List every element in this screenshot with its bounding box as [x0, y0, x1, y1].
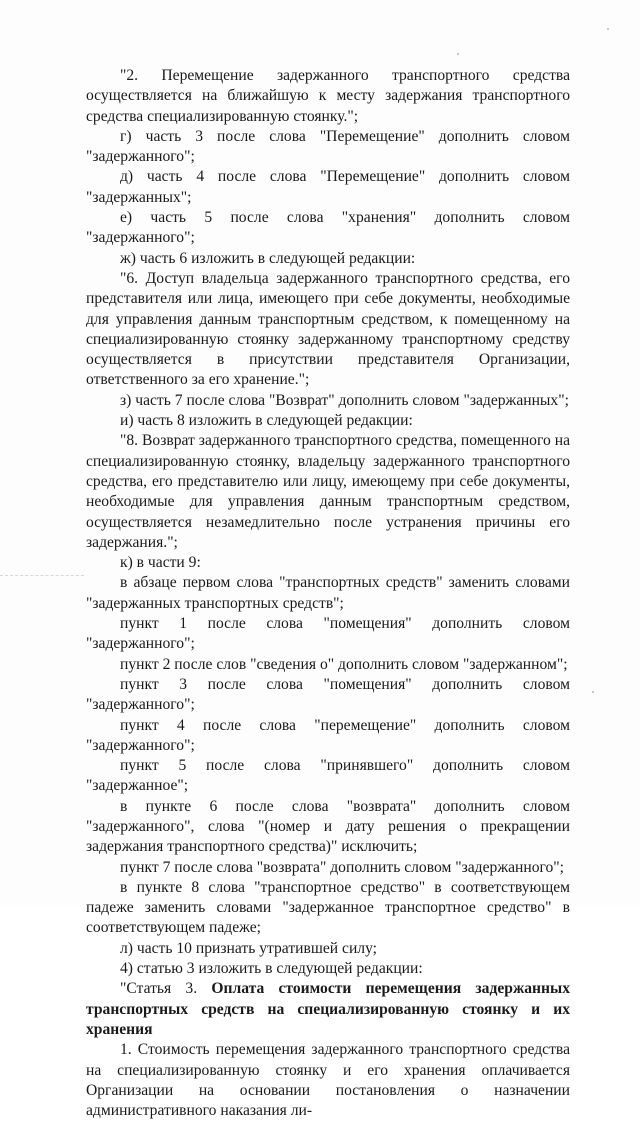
- paragraph-2: г) часть 3 после слова "Перемещение" дополнить словом "задержанного";: [86, 127, 570, 166]
- paragraph-4: е) часть 5 после слова "хранения" дополнить словом "задержанного";: [86, 209, 570, 247]
- paragraph-17: в пункте 6 после слова "возврата" дополнить словом "задержанного", слова "(номер и дату решения о прекращении задержания транспортного средства)" исключить;: [86, 797, 570, 856]
- paragraph-6: "6. Доступ владельца задержанного транспортного средства, его представителя или лица, имеющего при себе документы, необходимые для управления данным транспортным средством, к помещенному на специализированную стоянку задержанному транспортному средству осуществляется в присутствии представителя Организации, ответственного за его хранение.";: [86, 269, 570, 389]
- scan-speck: [457, 53, 459, 55]
- scan-speck: [607, 28, 609, 30]
- scan-margin-mark: [0, 575, 84, 577]
- paragraph-9: "8. Возврат задержанного транспортного средства, помещенного на специализированную стоянку, владельцу задержанного транспортного средства, его представителю или лицу, имеющему при себе документы, необходимые для управления данным транспортным средством, осуществляется незамедлительно после устранения причины его задержания.";: [86, 432, 570, 551]
- paragraph-15: пункт 4 после слова "перемещение" дополнить словом "задержанного";: [86, 716, 570, 754]
- paragraph-14: пункт 3 после слова "помещения" дополнить словом "задержанного";: [86, 675, 570, 714]
- paragraph-5: ж) часть 6 изложить в следующей редакции:: [120, 249, 416, 267]
- paragraph-1: "2. Перемещение задержанного транспортного средства осуществляется на ближайшую к месту задержания транспортного средства специализированную стоянку.";: [86, 67, 570, 125]
- paragraph-18: пункт 7 после слова "возврата" дополнить словом "задержанного";: [120, 858, 565, 876]
- paragraph-13: пункт 2 после слов "сведения о" дополнить словом "задержанном";: [120, 655, 568, 673]
- paragraph-21: 4) статью 3 изложить в следующей редакции:: [120, 960, 423, 978]
- document-body: [86, 66, 570, 1121]
- paragraph-3: д) часть 4 после слова "Перемещение" дополнить словом "задержанных";: [86, 168, 570, 206]
- paragraph-final: 1. Стоимость перемещения задержанного транспортного средства на специализированную стоянку и его хранения оплачивается Организации на основании постановления о назначении административного наказания ли-: [86, 1041, 570, 1120]
- article-prefix: "Статья 3.: [120, 980, 212, 998]
- paragraph-7: з) часть 7 после слова "Возврат" дополнить словом "задержанных";: [120, 391, 569, 409]
- paragraph-20: л) часть 10 признать утратившей силу;: [120, 939, 377, 957]
- paragraph-10: к) в части 9:: [120, 554, 201, 572]
- scan-speck: [592, 691, 594, 693]
- paragraph-16: пункт 5 после слова "принявшего" дополнить словом "задержанное";: [86, 757, 570, 795]
- paragraph-12: пункт 1 после слова "помещения" дополнить словом "задержанного";: [86, 615, 570, 653]
- paragraph-8: и) часть 8 изложить в следующей редакции:: [120, 412, 413, 430]
- article-title: Оплата стоимости перемещения задержанных транспортных средств на специализированную стоянку и их хранения: [86, 980, 570, 1038]
- paragraph-19: в пункте 8 слова "транспортное средство" в соответствующем падеже заменить словами "задержанное транспортное средство" в соответствующем падеже;: [86, 878, 570, 937]
- article-heading: [86, 979, 570, 1040]
- paragraph-11: в абзаце первом слова "транспортных средств" заменить словами "задержанных транспортных средств";: [86, 574, 570, 612]
